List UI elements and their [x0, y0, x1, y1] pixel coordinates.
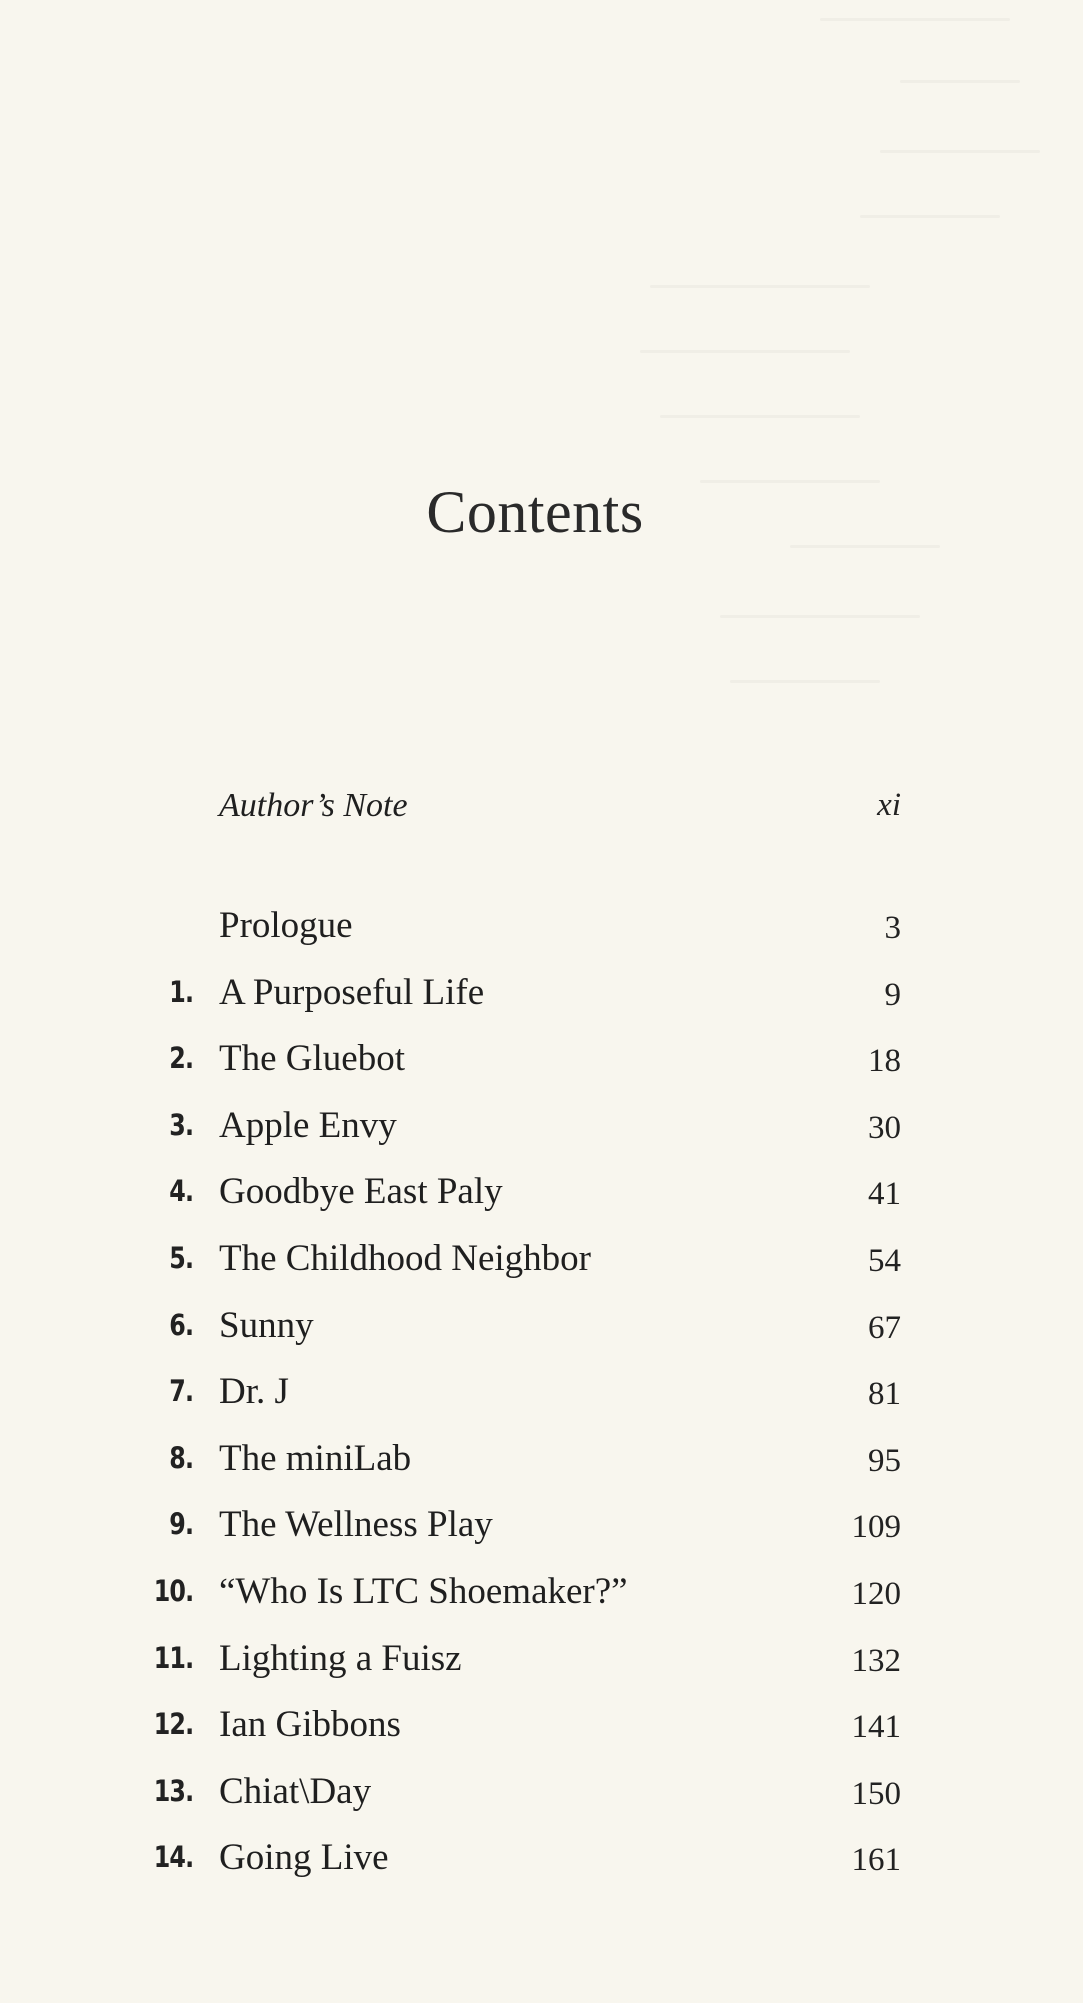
toc-entry-title: Going Live — [219, 1837, 389, 1878]
toc-entry — [0, 1637, 1083, 1697]
toc-entry — [0, 1503, 1083, 1563]
toc-chapter-number: 8. — [169, 1441, 193, 1475]
toc-entry-title: Lighting a Fuisz — [219, 1638, 462, 1679]
toc-entry — [0, 971, 1083, 1031]
toc-chapter-number: 12. — [153, 1707, 193, 1741]
toc-chapter-number: 11. — [153, 1641, 193, 1675]
toc-chapter-number: 7. — [169, 1374, 193, 1408]
toc-entry-title: Author’s Note — [219, 787, 408, 824]
reverse-page-show-through — [0, 0, 1083, 800]
toc-entry-page-number: 150 — [851, 1776, 901, 1812]
toc-entry-page-number: xi — [877, 787, 901, 823]
toc-entry-page-number: 30 — [868, 1110, 901, 1146]
toc-entry-title: “Who Is LTC Shoemaker?” — [219, 1571, 628, 1612]
toc-entry-title: The Gluebot — [219, 1038, 405, 1079]
toc-entry — [0, 1836, 1083, 1896]
toc-entry — [0, 904, 1083, 964]
toc-entry-title: The Childhood Neighbor — [219, 1238, 592, 1279]
toc-entry — [0, 1703, 1083, 1763]
toc-chapter-number: 9. — [169, 1507, 193, 1541]
toc-entry-page-number: 54 — [868, 1243, 901, 1279]
toc-entry-title: Ian Gibbons — [219, 1704, 401, 1745]
toc-entry — [0, 1104, 1083, 1164]
toc-chapter-number: 10. — [153, 1574, 193, 1608]
toc-entry — [0, 1304, 1083, 1364]
toc-entry-title: Sunny — [219, 1305, 314, 1346]
toc-entry-page-number: 41 — [868, 1176, 901, 1212]
toc-entry-title: Chiat\Day — [219, 1771, 372, 1812]
toc-entry — [0, 1437, 1083, 1497]
toc-entry-page-number: 109 — [851, 1509, 901, 1545]
toc-entry — [0, 1170, 1083, 1230]
toc-entry-title: Dr. J — [219, 1371, 289, 1412]
toc-entry-page-number: 3 — [884, 910, 901, 946]
toc-entry-title: The miniLab — [219, 1438, 412, 1479]
toc-entry-title: Goodbye East Paly — [219, 1171, 503, 1212]
toc-entry-page-number: 81 — [868, 1376, 901, 1412]
toc-entry-title: The Wellness Play — [219, 1504, 493, 1545]
toc-entry-page-number: 67 — [868, 1310, 901, 1346]
toc-entry-page-number: 161 — [851, 1842, 901, 1878]
toc-entry-page-number: 95 — [868, 1443, 901, 1479]
toc-entry — [0, 1570, 1083, 1630]
toc-chapter-number: 2. — [169, 1041, 193, 1075]
toc-entry-page-number: 120 — [851, 1576, 901, 1612]
toc-entry — [0, 1237, 1083, 1297]
toc-front-matter-entry — [0, 785, 1083, 845]
toc-chapter-number: 6. — [169, 1308, 193, 1342]
toc-entry-title: Apple Envy — [219, 1105, 397, 1146]
toc-entry-title: A Purposeful Life — [219, 972, 485, 1013]
page-title: Contents — [426, 479, 644, 545]
toc-chapter-number: 4. — [169, 1174, 193, 1208]
toc-entry-page-number: 132 — [851, 1643, 901, 1679]
toc-entry — [0, 1370, 1083, 1430]
toc-chapter-number: 14. — [153, 1840, 193, 1874]
toc-entry-page-number: 18 — [868, 1043, 901, 1079]
toc-entry — [0, 1770, 1083, 1830]
toc-chapter-number: 5. — [169, 1241, 193, 1275]
toc-chapter-number: 13. — [153, 1774, 193, 1808]
toc-chapter-number: 3. — [169, 1108, 193, 1142]
toc-entry-page-number: 9 — [884, 977, 901, 1013]
toc-chapter-number: 1. — [169, 975, 193, 1009]
toc-entry-title: Prologue — [219, 905, 353, 946]
toc-entry-page-number: 141 — [851, 1709, 901, 1745]
toc-entry — [0, 1037, 1083, 1097]
